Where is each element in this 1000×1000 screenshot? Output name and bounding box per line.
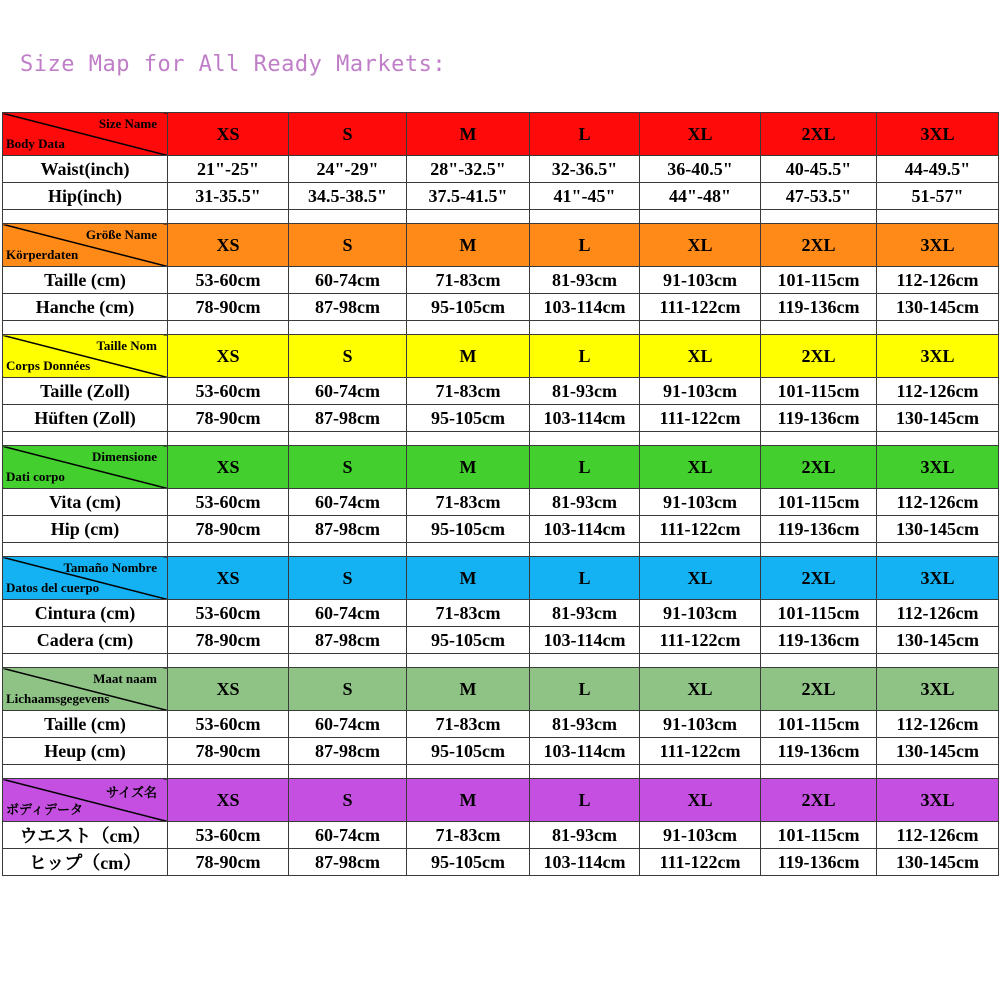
size-header-row bbox=[3, 779, 999, 822]
size-header-cell: 2XL bbox=[761, 446, 877, 489]
spacer-row bbox=[3, 321, 999, 335]
spacer-cell bbox=[877, 765, 999, 779]
size-name-label: Size Name bbox=[98, 116, 157, 131]
measurement-label: Waist(inch) bbox=[3, 156, 168, 183]
measurement-label: Taille (cm) bbox=[3, 711, 168, 738]
measurement-value-cell: 78-90cm bbox=[168, 849, 289, 876]
spacer-cell bbox=[289, 654, 407, 668]
spacer-cell bbox=[168, 210, 289, 224]
size-header-cell: L bbox=[530, 779, 640, 822]
size-header-cell: L bbox=[530, 113, 640, 156]
size-header-cell: S bbox=[289, 224, 407, 267]
measurement-row bbox=[3, 822, 999, 849]
size-header-cell: XL bbox=[640, 113, 761, 156]
measurement-row bbox=[3, 627, 999, 654]
size-name-label: Taille Nom bbox=[96, 338, 157, 353]
size-header-cell: M bbox=[407, 557, 530, 600]
size-header-cell: XS bbox=[168, 557, 289, 600]
spacer-row bbox=[3, 654, 999, 668]
size-header-cell: M bbox=[407, 335, 530, 378]
body-data-label: Body Data bbox=[6, 136, 65, 151]
size-header-cell: XL bbox=[640, 224, 761, 267]
measurement-value-cell: 95-105cm bbox=[407, 516, 530, 543]
spacer-cell bbox=[640, 654, 761, 668]
size-header-cell: L bbox=[530, 668, 640, 711]
measurement-value-cell: 28"-32.5" bbox=[407, 156, 530, 183]
measurement-value-cell: 53-60cm bbox=[168, 822, 289, 849]
size-header-cell: XS bbox=[168, 335, 289, 378]
measurement-value-cell: 53-60cm bbox=[168, 711, 289, 738]
measurement-row bbox=[3, 489, 999, 516]
size-header-cell: L bbox=[530, 446, 640, 489]
measurement-value-cell: 119-136cm bbox=[761, 738, 877, 765]
measurement-value-cell: 78-90cm bbox=[168, 738, 289, 765]
spacer-cell bbox=[407, 432, 530, 446]
measurement-value-cell: 95-105cm bbox=[407, 849, 530, 876]
measurement-value-cell: 95-105cm bbox=[407, 738, 530, 765]
size-header-cell: XL bbox=[640, 557, 761, 600]
measurement-value-cell: 51-57" bbox=[877, 183, 999, 210]
size-header-cell: L bbox=[530, 224, 640, 267]
measurement-value-cell: 71-83cm bbox=[407, 489, 530, 516]
measurement-value-cell: 91-103cm bbox=[640, 267, 761, 294]
measurement-value-cell: 112-126cm bbox=[877, 600, 999, 627]
measurement-value-cell: 111-122cm bbox=[640, 738, 761, 765]
spacer-cell bbox=[640, 765, 761, 779]
measurement-value-cell: 112-126cm bbox=[877, 267, 999, 294]
measurement-value-cell: 119-136cm bbox=[761, 294, 877, 321]
size-header-cell: L bbox=[530, 557, 640, 600]
spacer-cell bbox=[530, 321, 640, 335]
size-header-row bbox=[3, 446, 999, 489]
measurement-value-cell: 91-103cm bbox=[640, 711, 761, 738]
body-data-label: Lichaamsgegevens bbox=[6, 691, 110, 706]
size-header-cell: S bbox=[289, 779, 407, 822]
measurement-value-cell: 71-83cm bbox=[407, 822, 530, 849]
size-header-cell: S bbox=[289, 113, 407, 156]
spacer-cell bbox=[877, 543, 999, 557]
measurement-value-cell: 40-45.5" bbox=[761, 156, 877, 183]
size-header-cell: 3XL bbox=[877, 113, 999, 156]
header-corner-cell bbox=[3, 446, 168, 489]
measurement-value-cell: 101-115cm bbox=[761, 489, 877, 516]
measurement-value-cell: 130-145cm bbox=[877, 738, 999, 765]
size-header-cell: 2XL bbox=[761, 668, 877, 711]
measurement-value-cell: 81-93cm bbox=[530, 711, 640, 738]
size-header-cell: 3XL bbox=[877, 335, 999, 378]
measurement-value-cell: 78-90cm bbox=[168, 516, 289, 543]
measurement-label: Taille (cm) bbox=[3, 267, 168, 294]
measurement-value-cell: 60-74cm bbox=[289, 711, 407, 738]
size-header-row bbox=[3, 113, 999, 156]
size-header-row bbox=[3, 557, 999, 600]
size-header-row bbox=[3, 335, 999, 378]
spacer-cell bbox=[877, 210, 999, 224]
size-header-cell: 3XL bbox=[877, 668, 999, 711]
measurement-value-cell: 47-53.5" bbox=[761, 183, 877, 210]
measurement-value-cell: 53-60cm bbox=[168, 267, 289, 294]
measurement-value-cell: 81-93cm bbox=[530, 267, 640, 294]
measurement-value-cell: 81-93cm bbox=[530, 489, 640, 516]
measurement-row bbox=[3, 516, 999, 543]
measurement-value-cell: 71-83cm bbox=[407, 600, 530, 627]
page-title: Size Map for All Ready Markets: bbox=[20, 52, 447, 77]
measurement-value-cell: 24"-29" bbox=[289, 156, 407, 183]
measurement-value-cell: 71-83cm bbox=[407, 711, 530, 738]
spacer-cell bbox=[3, 432, 168, 446]
measurement-value-cell: 60-74cm bbox=[289, 600, 407, 627]
size-name-label: Tamaño Nombre bbox=[63, 560, 157, 575]
measurement-value-cell: 103-114cm bbox=[530, 849, 640, 876]
size-header-cell: L bbox=[530, 335, 640, 378]
measurement-value-cell: 130-145cm bbox=[877, 294, 999, 321]
size-header-cell: 2XL bbox=[761, 557, 877, 600]
size-header-cell: M bbox=[407, 224, 530, 267]
body-data-label: Dati corpo bbox=[6, 469, 65, 484]
measurement-value-cell: 101-115cm bbox=[761, 267, 877, 294]
measurement-value-cell: 71-83cm bbox=[407, 378, 530, 405]
size-name-label: Maat naam bbox=[93, 671, 157, 686]
spacer-cell bbox=[3, 210, 168, 224]
measurement-value-cell: 103-114cm bbox=[530, 405, 640, 432]
measurement-value-cell: 112-126cm bbox=[877, 711, 999, 738]
measurement-value-cell: 81-93cm bbox=[530, 600, 640, 627]
measurement-row bbox=[3, 267, 999, 294]
measurement-value-cell: 130-145cm bbox=[877, 516, 999, 543]
measurement-value-cell: 119-136cm bbox=[761, 405, 877, 432]
measurement-value-cell: 101-115cm bbox=[761, 600, 877, 627]
measurement-value-cell: 37.5-41.5" bbox=[407, 183, 530, 210]
spacer-cell bbox=[3, 654, 168, 668]
measurement-value-cell: 32-36.5" bbox=[530, 156, 640, 183]
measurement-value-cell: 95-105cm bbox=[407, 405, 530, 432]
measurement-value-cell: 95-105cm bbox=[407, 294, 530, 321]
measurement-value-cell: 87-98cm bbox=[289, 738, 407, 765]
size-header-cell: XS bbox=[168, 113, 289, 156]
size-name-label: サイズ名 bbox=[106, 785, 157, 800]
size-header-cell: 3XL bbox=[877, 557, 999, 600]
measurement-value-cell: 103-114cm bbox=[530, 738, 640, 765]
measurement-value-cell: 44"-48" bbox=[640, 183, 761, 210]
measurement-value-cell: 91-103cm bbox=[640, 600, 761, 627]
measurement-value-cell: 21"-25" bbox=[168, 156, 289, 183]
measurement-value-cell: 60-74cm bbox=[289, 489, 407, 516]
size-header-cell: 3XL bbox=[877, 446, 999, 489]
measurement-value-cell: 103-114cm bbox=[530, 294, 640, 321]
measurement-value-cell: 53-60cm bbox=[168, 600, 289, 627]
measurement-label: Vita (cm) bbox=[3, 489, 168, 516]
spacer-cell bbox=[168, 543, 289, 557]
measurement-value-cell: 87-98cm bbox=[289, 849, 407, 876]
size-name-label: Dimensione bbox=[92, 449, 157, 464]
measurement-value-cell: 101-115cm bbox=[761, 711, 877, 738]
size-header-cell: XS bbox=[168, 668, 289, 711]
measurement-row bbox=[3, 711, 999, 738]
header-corner-cell bbox=[3, 779, 168, 822]
measurement-value-cell: 81-93cm bbox=[530, 378, 640, 405]
measurement-value-cell: 78-90cm bbox=[168, 405, 289, 432]
measurement-value-cell: 71-83cm bbox=[407, 267, 530, 294]
measurement-value-cell: 91-103cm bbox=[640, 378, 761, 405]
measurement-value-cell: 87-98cm bbox=[289, 294, 407, 321]
size-header-cell: S bbox=[289, 446, 407, 489]
size-header-cell: S bbox=[289, 668, 407, 711]
measurement-label: Cadera (cm) bbox=[3, 627, 168, 654]
header-corner-cell bbox=[3, 224, 168, 267]
header-corner-cell bbox=[3, 335, 168, 378]
measurement-value-cell: 60-74cm bbox=[289, 267, 407, 294]
measurement-label: Hip(inch) bbox=[3, 183, 168, 210]
spacer-cell bbox=[640, 432, 761, 446]
size-header-cell: XL bbox=[640, 668, 761, 711]
measurement-value-cell: 111-122cm bbox=[640, 849, 761, 876]
measurement-value-cell: 53-60cm bbox=[168, 378, 289, 405]
size-header-cell: XS bbox=[168, 779, 289, 822]
measurement-label: Heup (cm) bbox=[3, 738, 168, 765]
spacer-row bbox=[3, 765, 999, 779]
spacer-cell bbox=[289, 765, 407, 779]
spacer-cell bbox=[289, 210, 407, 224]
measurement-row bbox=[3, 600, 999, 627]
measurement-value-cell: 91-103cm bbox=[640, 489, 761, 516]
measurement-label: Hip (cm) bbox=[3, 516, 168, 543]
measurement-value-cell: 87-98cm bbox=[289, 627, 407, 654]
measurement-label: Taille (Zoll) bbox=[3, 378, 168, 405]
spacer-cell bbox=[407, 321, 530, 335]
measurement-row bbox=[3, 378, 999, 405]
spacer-cell bbox=[530, 432, 640, 446]
header-corner-cell bbox=[3, 113, 168, 156]
measurement-value-cell: 112-126cm bbox=[877, 378, 999, 405]
spacer-cell bbox=[530, 210, 640, 224]
measurement-value-cell: 112-126cm bbox=[877, 822, 999, 849]
measurement-value-cell: 119-136cm bbox=[761, 627, 877, 654]
spacer-cell bbox=[530, 654, 640, 668]
measurement-value-cell: 119-136cm bbox=[761, 516, 877, 543]
spacer-cell bbox=[3, 765, 168, 779]
spacer-cell bbox=[168, 432, 289, 446]
measurement-value-cell: 78-90cm bbox=[168, 294, 289, 321]
spacer-cell bbox=[168, 765, 289, 779]
measurement-value-cell: 112-126cm bbox=[877, 489, 999, 516]
measurement-value-cell: 78-90cm bbox=[168, 627, 289, 654]
measurement-value-cell: 91-103cm bbox=[640, 822, 761, 849]
spacer-cell bbox=[407, 210, 530, 224]
size-header-cell: 2XL bbox=[761, 224, 877, 267]
measurement-value-cell: 111-122cm bbox=[640, 294, 761, 321]
size-header-row bbox=[3, 224, 999, 267]
size-header-cell: 2XL bbox=[761, 335, 877, 378]
measurement-value-cell: 111-122cm bbox=[640, 627, 761, 654]
size-name-label: Größe Name bbox=[85, 227, 157, 242]
size-header-cell: S bbox=[289, 557, 407, 600]
spacer-cell bbox=[877, 432, 999, 446]
measurement-value-cell: 60-74cm bbox=[289, 822, 407, 849]
measurement-row bbox=[3, 738, 999, 765]
measurement-value-cell: 87-98cm bbox=[289, 516, 407, 543]
size-header-cell: M bbox=[407, 779, 530, 822]
spacer-cell bbox=[530, 543, 640, 557]
measurement-label: ウエスト（cm） bbox=[3, 822, 168, 849]
spacer-cell bbox=[877, 321, 999, 335]
spacer-cell bbox=[877, 654, 999, 668]
spacer-cell bbox=[640, 210, 761, 224]
size-header-row bbox=[3, 668, 999, 711]
spacer-cell bbox=[289, 321, 407, 335]
measurement-value-cell: 103-114cm bbox=[530, 516, 640, 543]
body-data-label: Datos del cuerpo bbox=[6, 580, 100, 595]
spacer-cell bbox=[761, 321, 877, 335]
measurement-value-cell: 103-114cm bbox=[530, 627, 640, 654]
body-data-label: Corps Données bbox=[6, 358, 91, 373]
measurement-label: Hanche (cm) bbox=[3, 294, 168, 321]
measurement-value-cell: 130-145cm bbox=[877, 627, 999, 654]
size-header-cell: M bbox=[407, 113, 530, 156]
measurement-row bbox=[3, 183, 999, 210]
spacer-cell bbox=[761, 765, 877, 779]
size-header-cell: 2XL bbox=[761, 113, 877, 156]
size-header-cell: 3XL bbox=[877, 224, 999, 267]
spacer-cell bbox=[761, 543, 877, 557]
measurement-label: Cintura (cm) bbox=[3, 600, 168, 627]
spacer-row bbox=[3, 210, 999, 224]
measurement-value-cell: 130-145cm bbox=[877, 405, 999, 432]
spacer-cell bbox=[761, 654, 877, 668]
spacer-cell bbox=[3, 543, 168, 557]
size-header-cell: M bbox=[407, 446, 530, 489]
header-corner-cell bbox=[3, 557, 168, 600]
measurement-row bbox=[3, 156, 999, 183]
measurement-row bbox=[3, 294, 999, 321]
size-header-cell: M bbox=[407, 668, 530, 711]
spacer-cell bbox=[407, 654, 530, 668]
spacer-cell bbox=[640, 321, 761, 335]
measurement-value-cell: 130-145cm bbox=[877, 849, 999, 876]
spacer-cell bbox=[530, 765, 640, 779]
measurement-value-cell: 31-35.5" bbox=[168, 183, 289, 210]
spacer-cell bbox=[3, 321, 168, 335]
spacer-cell bbox=[407, 765, 530, 779]
size-header-cell: XS bbox=[168, 446, 289, 489]
spacer-row bbox=[3, 432, 999, 446]
size-header-cell: 3XL bbox=[877, 779, 999, 822]
measurement-label: ヒップ（cm） bbox=[3, 849, 168, 876]
measurement-value-cell: 111-122cm bbox=[640, 405, 761, 432]
body-data-label: ボディデータ bbox=[6, 802, 83, 817]
measurement-label: Hüften (Zoll) bbox=[3, 405, 168, 432]
measurement-value-cell: 36-40.5" bbox=[640, 156, 761, 183]
measurement-value-cell: 119-136cm bbox=[761, 849, 877, 876]
measurement-value-cell: 111-122cm bbox=[640, 516, 761, 543]
spacer-cell bbox=[289, 432, 407, 446]
measurement-row bbox=[3, 849, 999, 876]
size-header-cell: XL bbox=[640, 335, 761, 378]
measurement-value-cell: 87-98cm bbox=[289, 405, 407, 432]
measurement-row bbox=[3, 405, 999, 432]
measurement-value-cell: 53-60cm bbox=[168, 489, 289, 516]
header-corner-cell bbox=[3, 668, 168, 711]
spacer-cell bbox=[168, 654, 289, 668]
spacer-cell bbox=[289, 543, 407, 557]
measurement-value-cell: 44-49.5" bbox=[877, 156, 999, 183]
measurement-value-cell: 101-115cm bbox=[761, 378, 877, 405]
measurement-value-cell: 81-93cm bbox=[530, 822, 640, 849]
spacer-row bbox=[3, 543, 999, 557]
measurement-value-cell: 101-115cm bbox=[761, 822, 877, 849]
size-header-cell: XS bbox=[168, 224, 289, 267]
body-data-label: Körperdaten bbox=[6, 247, 79, 262]
size-chart-table bbox=[2, 112, 999, 876]
measurement-value-cell: 60-74cm bbox=[289, 378, 407, 405]
spacer-cell bbox=[168, 321, 289, 335]
size-header-cell: S bbox=[289, 335, 407, 378]
size-header-cell: 2XL bbox=[761, 779, 877, 822]
measurement-value-cell: 95-105cm bbox=[407, 627, 530, 654]
spacer-cell bbox=[761, 432, 877, 446]
spacer-cell bbox=[761, 210, 877, 224]
spacer-cell bbox=[407, 543, 530, 557]
spacer-cell bbox=[640, 543, 761, 557]
size-header-cell: XL bbox=[640, 446, 761, 489]
measurement-value-cell: 41"-45" bbox=[530, 183, 640, 210]
size-header-cell: XL bbox=[640, 779, 761, 822]
measurement-value-cell: 34.5-38.5" bbox=[289, 183, 407, 210]
